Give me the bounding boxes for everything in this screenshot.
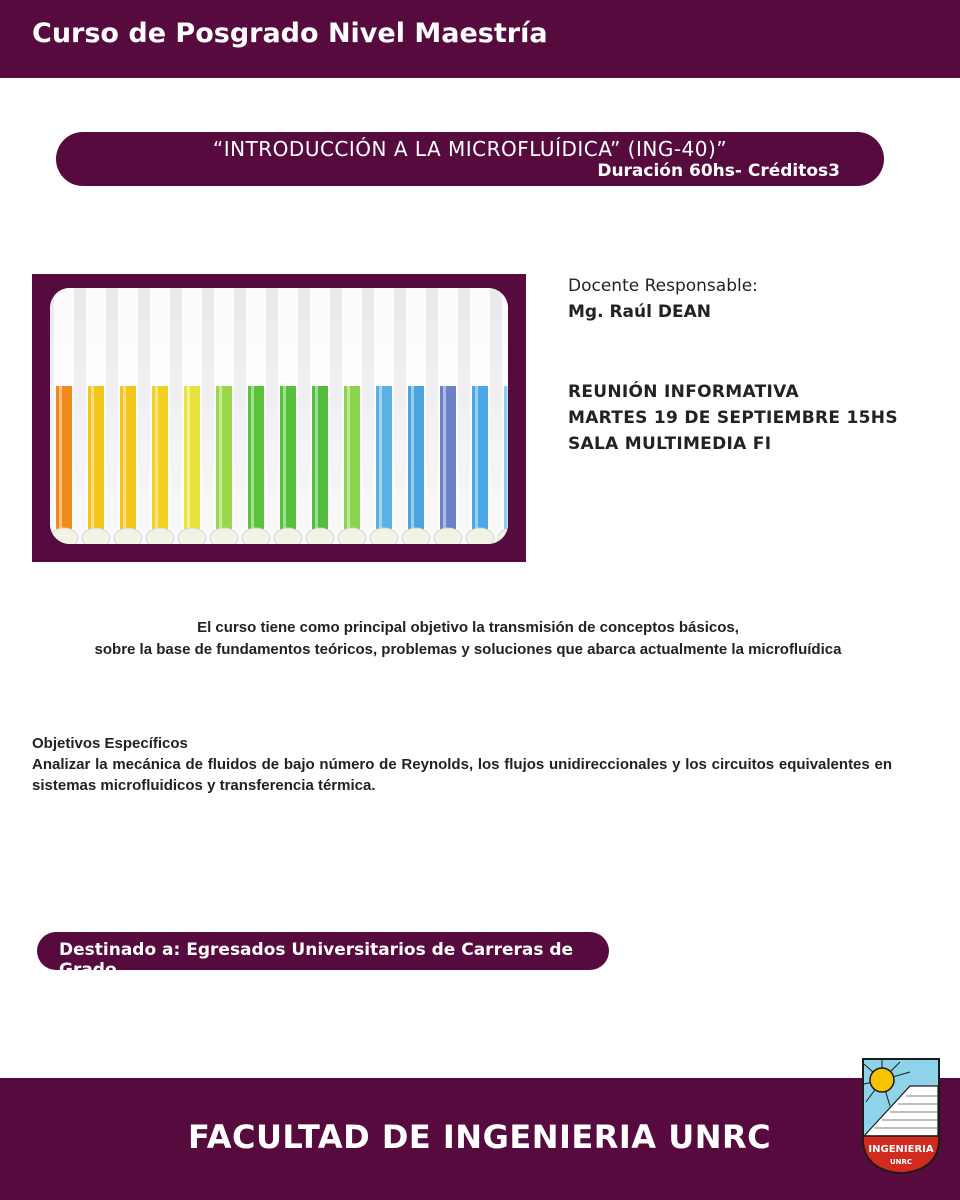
logo-text-bottom: UNRC [889,1158,913,1166]
tube-liquid [216,386,232,536]
tube-liquid [152,386,168,536]
tube-shine [251,386,254,536]
tube-base [242,528,270,544]
tube-liquid [344,386,360,536]
tube-shine [155,386,158,536]
footer-band [0,1078,960,1200]
tube-shine [91,386,94,536]
faculty-logo [860,1056,942,1176]
tube-liquid [120,386,136,536]
tube-liquid [280,386,296,536]
target-audience-banner [37,932,609,980]
tube-liquid [88,386,104,536]
tube-shine [475,386,478,536]
tube-shine [411,386,414,536]
tube-liquid [312,386,328,536]
tube-base [306,528,334,544]
page-title: Curso de Posgrado Nivel Maestría [32,18,548,49]
teacher-name: Mg. Raúl DEAN [568,302,711,322]
meeting-date: MARTES 19 DE SEPTIEMBRE 15HS [568,408,898,428]
tube-shine [315,386,318,536]
tube-shine [379,386,382,536]
meeting-place: SALA MULTIMEDIA FI [568,434,772,454]
tube-base [178,528,206,544]
course-description [0,617,936,661]
course-banner [56,132,884,186]
tube-liquid [56,386,72,536]
tube-base [82,528,110,544]
tube-base [338,528,366,544]
tube-liquid [440,386,456,536]
faculty-name: FACULTAD DE INGENIERIA UNRC [188,1118,772,1156]
tube-shine [219,386,222,536]
teacher-block [568,273,758,325]
tube-shine [507,386,508,536]
course-duration-credits: Duración 60hs- Créditos3 [597,161,840,181]
tube-base [370,528,398,544]
tube-shine [443,386,446,536]
tube-shine [187,386,190,536]
meeting-block [568,379,898,457]
course-title: “INTRODUCCIÓN A LA MICROFLUÍDICA” (ING-40)” [212,137,728,161]
logo-text-top: INGENIERIA [868,1144,934,1155]
test-tubes-image [50,288,508,544]
tube-liquid [248,386,264,536]
target-audience-label: Destinado a: Egresados Universitarios de Carreras de Grado [59,940,574,980]
header-band [0,0,960,78]
teacher-label: Docente Responsable: [568,276,758,296]
tube-shine [283,386,286,536]
tube-shine [123,386,126,536]
tube-base [466,528,494,544]
tube-base [50,528,78,544]
meeting-title: REUNIÓN INFORMATIVA [568,382,799,402]
tube-base [274,528,302,544]
photo-frame [32,274,526,562]
tube-shine [347,386,350,536]
description-line-2: sobre la base de fundamentos teóricos, problemas y soluciones que abarca actualmente la microfluídica [94,641,842,658]
tube-liquid [376,386,392,536]
tube-base [402,528,430,544]
description-line-1: El curso tiene como principal objetivo la transmisión de conceptos básicos, [197,619,739,636]
objectives-heading: Objetivos Específicos [32,735,188,752]
objectives-text: Analizar la mecánica de fluidos de bajo número de Reynolds, los flujos unidireccionales y los circuitos equivalentes en sistemas microfluidicos y transferencia térmica. [32,756,892,794]
tube-base [210,528,238,544]
tube-base [434,528,462,544]
tube-liquid [184,386,200,536]
tube-base [114,528,142,544]
tube-liquid [408,386,424,536]
tube-shine [59,386,62,536]
tube-base [146,528,174,544]
objectives-section [32,733,892,796]
tube-liquid [472,386,488,536]
